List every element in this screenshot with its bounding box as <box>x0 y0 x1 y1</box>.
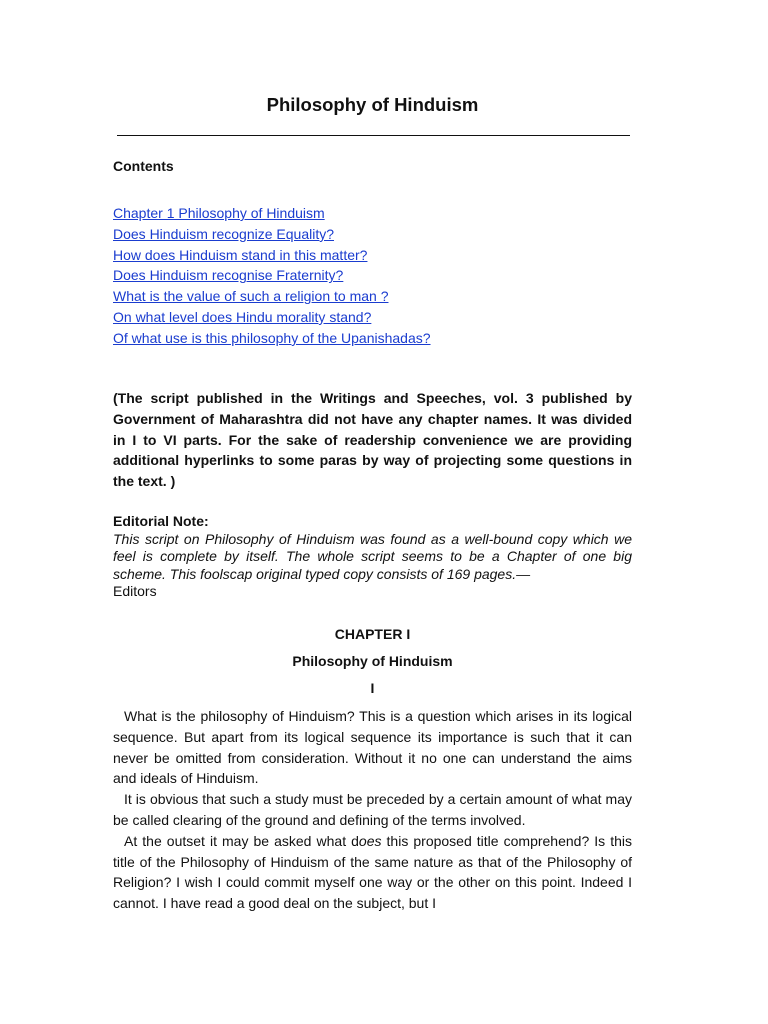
publication-note: (The script published in the Writings and Speeches, vol. 3 published by Government of Maharashtra did not have any chapter names. It was divided in I to VI parts. For the sake of readership convenience we are providing additional hyperlinks to some paras by way of projecting some questions in the text. ) <box>113 390 632 490</box>
editorial-body: This script on Philosophy of Hinduism was found as a well-bound copy which we feel is complete by itself. The whole script seems to be a Chapter of one big scheme. This foolscap original typed copy consists of 169 pages.— <box>113 530 632 582</box>
body-paragraph: It is obvious that such a study must be preceded by a certain amount of what may be called clearing of the ground and defining of the terms involved. <box>113 791 632 828</box>
toc-item <box>113 224 431 245</box>
toc-link-value-of-religion[interactable]: What is the value of such a religion to man ? <box>113 288 389 305</box>
editorial-note <box>113 513 632 601</box>
toc-item <box>113 203 431 224</box>
italic-word: oes <box>358 832 382 849</box>
editorial-signature: Editors <box>113 583 157 599</box>
toc-link-stand-in-matter[interactable]: How does Hinduism stand in this matter? <box>113 246 368 263</box>
body-paragraph <box>113 831 632 914</box>
document-page <box>113 0 632 1024</box>
contents-heading: Contents <box>113 158 174 174</box>
toc-item <box>113 265 431 286</box>
section-number: I <box>370 680 375 696</box>
table-of-contents <box>113 203 431 349</box>
chapter-body <box>113 706 632 914</box>
toc-item <box>113 307 431 328</box>
paragraph-text: this proposed title comprehend? Is this title of the Philosophy of Hinduism of the same nature as that of the Philosophy of Religion? I wish I could commit myself one way or the other on this point. Indeed I cannot. I have read a good deal on the subject, but I <box>113 832 633 912</box>
body-paragraph: What is the philosophy of Hinduism? This is a question which arises in its logical sequence. But apart from its logical sequence its importance is such that it can never be omitted from consideration. Without it no one can understand the aims and ideals of Hinduism. <box>113 708 632 787</box>
toc-link-fraternity[interactable]: Does Hinduism recognise Fraternity? <box>113 267 344 284</box>
toc-link-hindu-morality[interactable]: On what level does Hindu morality stand? <box>113 308 372 325</box>
toc-item <box>113 286 431 307</box>
editorial-heading: Editorial Note: <box>113 513 209 529</box>
toc-link-chapter-1[interactable]: Chapter 1 Philosophy of Hinduism <box>113 205 325 221</box>
title-underline-rule <box>117 135 630 136</box>
toc-link-equality[interactable]: Does Hinduism recognize Equality? <box>113 225 334 242</box>
document-title: Philosophy of Hinduism <box>266 94 479 115</box>
chapter-title: Philosophy of Hinduism <box>292 653 453 669</box>
toc-item <box>113 328 431 349</box>
chapter-label: CHAPTER I <box>334 626 411 642</box>
toc-item <box>113 245 431 266</box>
paragraph-text: At the outset it may be asked what d <box>124 832 359 849</box>
toc-link-upanishadas[interactable]: Of what use is this philosophy of the Upanishadas? <box>113 329 431 346</box>
